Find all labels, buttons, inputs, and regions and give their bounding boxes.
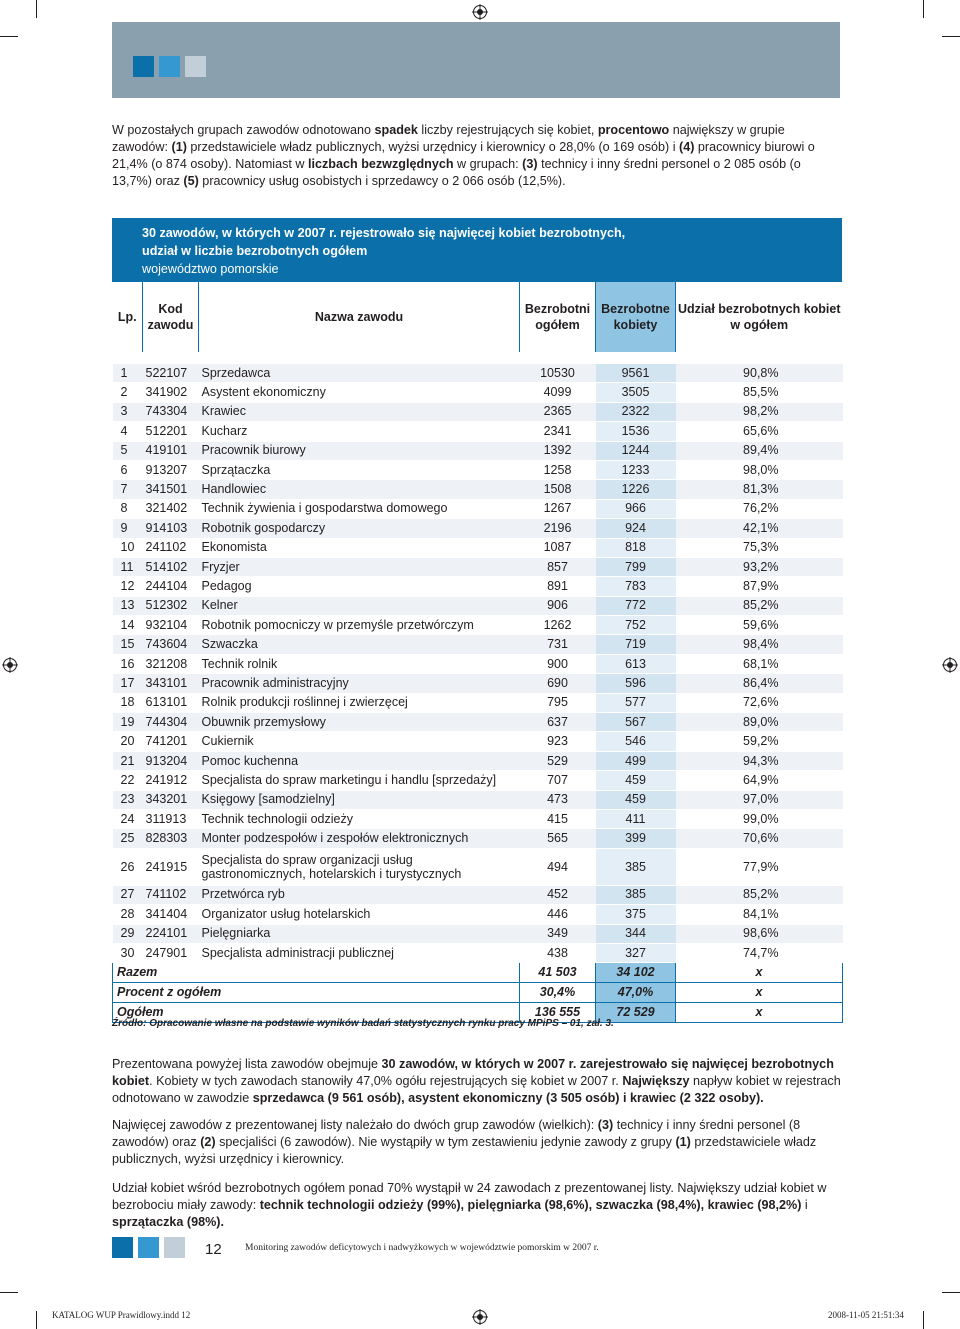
cell-kod: 743604 xyxy=(143,635,199,654)
summary-udzial: x xyxy=(676,983,843,1003)
text: największy w grupie zawodów: xyxy=(112,123,785,154)
cell-kod: 224101 xyxy=(143,924,199,943)
table-row xyxy=(113,635,843,654)
cell-ogolem: 10530 xyxy=(520,364,596,383)
table-row xyxy=(113,596,843,615)
crop-mark xyxy=(36,0,37,18)
table-row xyxy=(113,538,843,557)
cell-udzial: 42,1% xyxy=(676,519,843,538)
cell-lp: 27 xyxy=(113,885,143,904)
cell-kobiety: 459 xyxy=(596,790,676,809)
table-row xyxy=(113,422,843,441)
cell-nazwa: Rolnik produkcji roślinnej i zwierzęcej xyxy=(199,693,520,712)
table-header-row xyxy=(113,282,843,352)
cell-kod: 913207 xyxy=(143,460,199,479)
cell-lp: 23 xyxy=(113,790,143,809)
cell-lp: 1 xyxy=(113,364,143,383)
table-row xyxy=(113,499,843,518)
table-row xyxy=(113,616,843,635)
cell-lp: 28 xyxy=(113,905,143,924)
cell-kobiety: 577 xyxy=(596,693,676,712)
cell-ogolem: 415 xyxy=(520,809,596,828)
cell-udzial: 77,9% xyxy=(676,848,843,885)
cell-lp: 9 xyxy=(113,519,143,538)
cell-nazwa: Cukiernik xyxy=(199,732,520,751)
cell-kobiety: 399 xyxy=(596,829,676,848)
cell-kod: 744304 xyxy=(143,713,199,732)
cell-ogolem: 1087 xyxy=(520,538,596,557)
cell-lp: 2 xyxy=(113,383,143,402)
table-row xyxy=(113,905,843,924)
summary-row xyxy=(113,983,843,1003)
page-number: 12 xyxy=(205,1241,222,1258)
cell-lp: 10 xyxy=(113,538,143,557)
crop-mark xyxy=(0,36,18,37)
cell-lp: 19 xyxy=(113,713,143,732)
table-row xyxy=(113,809,843,828)
slug-date: 2008-11-05 21:51:34 xyxy=(828,1310,904,1320)
cell-lp: 15 xyxy=(113,635,143,654)
cell-kobiety: 2322 xyxy=(596,402,676,421)
cell-kod: 241915 xyxy=(143,848,199,885)
cell-nazwa: Kucharz xyxy=(199,422,520,441)
registration-mark-icon xyxy=(942,657,958,673)
cell-udzial: 87,9% xyxy=(676,577,843,596)
text: pracownicy biurowi o 21,4% (o 874 osoby). Natomiast w xyxy=(112,140,815,171)
decor-square xyxy=(133,56,154,77)
cell-kod: 514102 xyxy=(143,557,199,576)
cell-ogolem: 438 xyxy=(520,943,596,962)
cell-kod: 311913 xyxy=(143,809,199,828)
cell-ogolem: 1392 xyxy=(520,441,596,460)
cell-nazwa: Sprzątaczka xyxy=(199,460,520,479)
text-bold: procentowo xyxy=(597,123,670,137)
cell-ogolem: 707 xyxy=(520,771,596,790)
cell-kod: 341501 xyxy=(143,480,199,499)
cell-udzial: 97,0% xyxy=(676,790,843,809)
cell-kod: 828303 xyxy=(143,829,199,848)
crop-mark xyxy=(0,1292,18,1293)
cell-kobiety: 327 xyxy=(596,943,676,962)
table-row xyxy=(113,751,843,770)
table-row xyxy=(113,460,843,479)
text: W pozostałych grupach zawodów odnotowano xyxy=(112,123,375,137)
cell-kod: 241102 xyxy=(143,538,199,557)
cell-kobiety: 344 xyxy=(596,924,676,943)
cell-nazwa: Sprzedawca xyxy=(199,364,520,383)
cell-lp: 24 xyxy=(113,809,143,828)
cell-udzial: 98,6% xyxy=(676,924,843,943)
cell-udzial: 72,6% xyxy=(676,693,843,712)
text-bold: sprzątaczka (98%). xyxy=(112,1215,224,1229)
decor-square xyxy=(159,56,180,77)
cell-kobiety: 752 xyxy=(596,616,676,635)
occupations-table-section xyxy=(112,218,842,1023)
cell-lp: 29 xyxy=(113,924,143,943)
table-row xyxy=(113,790,843,809)
text-bold: (1) xyxy=(171,140,187,154)
cell-nazwa: Robotnik gospodarczy xyxy=(199,519,520,538)
cell-udzial: 84,1% xyxy=(676,905,843,924)
cell-lp: 20 xyxy=(113,732,143,751)
cell-kobiety: 499 xyxy=(596,751,676,770)
cell-kobiety: 596 xyxy=(596,674,676,693)
col-header-lp: Lp. xyxy=(113,282,143,352)
cell-ogolem: 1262 xyxy=(520,616,596,635)
text: Najwięcej zawodów z prezentowanej listy należało do dwóch grup zawodów (wielkich): xyxy=(112,1118,598,1132)
text: technicy i inny średni personel o 2 085 osób (o 13,7%) oraz xyxy=(112,157,801,188)
text-bold: (2) xyxy=(200,1135,216,1149)
cell-kobiety: 459 xyxy=(596,771,676,790)
cell-lp: 21 xyxy=(113,751,143,770)
cell-ogolem: 1258 xyxy=(520,460,596,479)
cell-udzial: 99,0% xyxy=(676,809,843,828)
cell-nazwa: Specjalista do spraw marketingu i handlu [sprzedaży] xyxy=(199,771,520,790)
footer-square xyxy=(138,1237,159,1258)
cell-udzial: 65,6% xyxy=(676,422,843,441)
cell-lp: 3 xyxy=(113,402,143,421)
table-row xyxy=(113,771,843,790)
cell-udzial: 90,8% xyxy=(676,364,843,383)
cell-kod: 241912 xyxy=(143,771,199,790)
cell-lp: 30 xyxy=(113,943,143,962)
crop-mark xyxy=(923,1311,924,1329)
decor-square xyxy=(185,56,206,77)
summary-udzial: x xyxy=(676,963,843,983)
cell-kod: 343201 xyxy=(143,790,199,809)
cell-ogolem: 452 xyxy=(520,885,596,904)
cell-ogolem: 923 xyxy=(520,732,596,751)
table-row xyxy=(113,829,843,848)
cell-nazwa: Przetwórca ryb xyxy=(199,885,520,904)
registration-mark-icon xyxy=(472,1309,488,1325)
cell-lp: 4 xyxy=(113,422,143,441)
cell-ogolem: 446 xyxy=(520,905,596,924)
cell-lp: 12 xyxy=(113,577,143,596)
table-row xyxy=(113,732,843,751)
cell-udzial: 86,4% xyxy=(676,674,843,693)
cell-nazwa: Pielęgniarka xyxy=(199,924,520,943)
table-row xyxy=(113,557,843,576)
summary-label: Razem xyxy=(113,963,520,983)
table-row xyxy=(113,713,843,732)
summary-kobiety: 72 529 xyxy=(596,1003,676,1023)
cell-ogolem: 2196 xyxy=(520,519,596,538)
crop-mark xyxy=(36,1311,37,1329)
header-bar xyxy=(112,22,840,98)
cell-kobiety: 818 xyxy=(596,538,676,557)
cell-kobiety: 1536 xyxy=(596,422,676,441)
text: pracownicy usług osobistych i sprzedawcy o 2 066 osób (12,5%). xyxy=(198,174,566,188)
cell-udzial: 59,2% xyxy=(676,732,843,751)
summary-row xyxy=(113,963,843,983)
cell-kobiety: 9561 xyxy=(596,364,676,383)
cell-kod: 512302 xyxy=(143,596,199,615)
summary-ogolem: 136 555 xyxy=(520,1003,596,1023)
cell-kod: 932104 xyxy=(143,616,199,635)
cell-nazwa: Robotnik pomocniczy w przemyśle przetwórczym xyxy=(199,616,520,635)
cell-lp: 26 xyxy=(113,848,143,885)
cell-kobiety: 385 xyxy=(596,848,676,885)
cell-kobiety: 385 xyxy=(596,885,676,904)
cell-kod: 244104 xyxy=(143,577,199,596)
cell-ogolem: 2365 xyxy=(520,402,596,421)
text-bold: (5) xyxy=(183,174,199,188)
cell-kobiety: 719 xyxy=(596,635,676,654)
cell-ogolem: 2341 xyxy=(520,422,596,441)
cell-nazwa: Handlowiec xyxy=(199,480,520,499)
cell-nazwa: Specjalista do spraw organizacji usług gastronomicznych, hotelarskich i turystycznych xyxy=(199,848,520,885)
cell-kobiety: 783 xyxy=(596,577,676,596)
cell-kod: 913204 xyxy=(143,751,199,770)
summary-kobiety: 34 102 xyxy=(596,963,676,983)
table-row xyxy=(113,480,843,499)
cell-kod: 341902 xyxy=(143,383,199,402)
table-row xyxy=(113,654,843,673)
table-row xyxy=(113,441,843,460)
cell-udzial: 74,7% xyxy=(676,943,843,962)
cell-kobiety: 613 xyxy=(596,654,676,673)
table-row xyxy=(113,924,843,943)
cell-nazwa: Kelner xyxy=(199,596,520,615)
table-row xyxy=(113,885,843,904)
col-header-udzial: Udział bezrobotnych kobiet w ogółem xyxy=(676,282,843,352)
cell-lp: 13 xyxy=(113,596,143,615)
table-row xyxy=(113,693,843,712)
cell-kod: 343101 xyxy=(143,674,199,693)
cell-ogolem: 494 xyxy=(520,848,596,885)
cell-nazwa: Monter podzespołów i zespołów elektronicznych xyxy=(199,829,520,848)
cell-lp: 16 xyxy=(113,654,143,673)
cell-ogolem: 731 xyxy=(520,635,596,654)
cell-ogolem: 565 xyxy=(520,829,596,848)
text-bold: (4) xyxy=(679,140,695,154)
cell-nazwa: Organizator usług hotelarskich xyxy=(199,905,520,924)
cell-kobiety: 1244 xyxy=(596,441,676,460)
cell-kobiety: 3505 xyxy=(596,383,676,402)
cell-ogolem: 1508 xyxy=(520,480,596,499)
text-bold: spadek xyxy=(374,123,418,137)
col-header-kobiety: Bezrobotne kobiety xyxy=(596,282,676,352)
cell-kobiety: 567 xyxy=(596,713,676,732)
text: przedstawiciele władz publicznych, wyżsi urzędnicy i kierownicy o 28,0% (o 169 osób) i xyxy=(186,140,679,154)
cell-ogolem: 637 xyxy=(520,713,596,732)
table-region: województwo pomorskie xyxy=(142,262,279,276)
crop-mark xyxy=(942,1292,960,1293)
text: napływ kobiet w rejestrach odnotowano w zawodzie xyxy=(112,1074,841,1105)
cell-nazwa: Obuwnik przemysłowy xyxy=(199,713,520,732)
text: w grupach: xyxy=(453,157,523,171)
cell-ogolem: 529 xyxy=(520,751,596,770)
table-body xyxy=(113,352,843,1023)
cell-nazwa: Technik rolnik xyxy=(199,654,520,673)
text: specjaliści (6 zawodów). Nie wystąpiły w tym zestawieniu jedynie zawody z grupy xyxy=(215,1135,676,1149)
summary-label: Procent z ogółem xyxy=(113,983,520,1003)
cell-ogolem: 891 xyxy=(520,577,596,596)
cell-nazwa: Technik technologii odzieży xyxy=(199,809,520,828)
footer-square xyxy=(112,1237,133,1258)
cell-kod: 419101 xyxy=(143,441,199,460)
text: liczby rejestrujących się kobiet, xyxy=(417,123,598,137)
registration-mark-icon xyxy=(472,4,488,20)
cell-kobiety: 772 xyxy=(596,596,676,615)
cell-lp: 7 xyxy=(113,480,143,499)
cell-udzial: 94,3% xyxy=(676,751,843,770)
cell-nazwa: Krawiec xyxy=(199,402,520,421)
footer-title: Monitoring zawodów deficytowych i nadwyżkowych w województwie pomorskim w 2007 r. xyxy=(245,1243,599,1253)
spacer-row xyxy=(113,352,843,364)
table-title-banner xyxy=(112,218,842,282)
slug-file: KATALOG WUP Prawidlowy.indd 12 xyxy=(52,1310,191,1320)
cell-kod: 321208 xyxy=(143,654,199,673)
crop-mark xyxy=(942,36,960,37)
text-bold: liczbach bezwzględnych xyxy=(308,157,454,171)
cell-udzial: 85,2% xyxy=(676,596,843,615)
cell-kod: 512201 xyxy=(143,422,199,441)
cell-nazwa: Pracownik biurowy xyxy=(199,441,520,460)
cell-nazwa: Ekonomista xyxy=(199,538,520,557)
cell-kod: 247901 xyxy=(143,943,199,962)
text-bold: (3) xyxy=(522,157,538,171)
cell-nazwa: Pracownik administracyjny xyxy=(199,674,520,693)
table-subtitle: udział w liczbie bezrobotnych ogółem xyxy=(142,244,368,258)
cell-ogolem: 473 xyxy=(520,790,596,809)
text: Udział kobiet wśród bezrobotnych ogółem ponad 70% wystąpił w 24 zawodach z prezentowanej listy. Największy udział kobiet w bezrobociu miały zawody: xyxy=(112,1181,827,1212)
summary-label: Ogółem xyxy=(113,1003,520,1023)
cell-udzial: 68,1% xyxy=(676,654,843,673)
cell-kobiety: 375 xyxy=(596,905,676,924)
cell-udzial: 98,4% xyxy=(676,635,843,654)
text: Prezentowana powyżej lista zawodów obejmuje xyxy=(112,1057,382,1071)
cell-kobiety: 799 xyxy=(596,557,676,576)
col-header-ogolem: Bezrobotni ogółem xyxy=(520,282,596,352)
cell-kobiety: 966 xyxy=(596,499,676,518)
cell-kod: 741201 xyxy=(143,732,199,751)
cell-nazwa: Technik żywienia i gospodarstwa domowego xyxy=(199,499,520,518)
cell-ogolem: 857 xyxy=(520,557,596,576)
cell-lp: 11 xyxy=(113,557,143,576)
cell-ogolem: 4099 xyxy=(520,383,596,402)
cell-udzial: 76,2% xyxy=(676,499,843,518)
cell-nazwa: Specjalista administracji publicznej xyxy=(199,943,520,962)
cell-lp: 14 xyxy=(113,616,143,635)
table-row xyxy=(113,383,843,402)
registration-mark-icon xyxy=(2,657,18,673)
cell-ogolem: 690 xyxy=(520,674,596,693)
text-bold: 30 zawodów, w których w 2007 r. zarejestrowało się najwięcej bezrobotnych kobiet xyxy=(112,1057,834,1088)
table-source: Źródło: Opracowanie własne na podstawie wyników badań statystycznych rynku pracy MPiPS – 01, zał. 3. xyxy=(112,1018,614,1029)
cell-udzial: 89,4% xyxy=(676,441,843,460)
cell-kod: 341404 xyxy=(143,905,199,924)
paragraph-share xyxy=(112,1180,842,1231)
crop-mark xyxy=(923,0,924,18)
text-bold: (1) xyxy=(675,1135,691,1149)
cell-lp: 5 xyxy=(113,441,143,460)
occupations-table xyxy=(112,282,843,1023)
col-header-nazwa: Nazwa zawodu xyxy=(199,282,520,352)
cell-ogolem: 349 xyxy=(520,924,596,943)
cell-ogolem: 795 xyxy=(520,693,596,712)
cell-kobiety: 411 xyxy=(596,809,676,828)
text: technicy i inny średni personel (8 zawodów) oraz xyxy=(112,1118,801,1149)
cell-udzial: 98,2% xyxy=(676,402,843,421)
text-bold: Największy xyxy=(622,1074,690,1088)
table-row xyxy=(113,577,843,596)
table-row xyxy=(113,674,843,693)
cell-kod: 321402 xyxy=(143,499,199,518)
cell-kobiety: 1233 xyxy=(596,460,676,479)
cell-kobiety: 546 xyxy=(596,732,676,751)
text: przedstawiciele władz publicznych, wyżsi urzędnicy i kierownicy. xyxy=(112,1135,817,1166)
paragraph-groups xyxy=(112,1117,842,1168)
col-header-kod: Kod zawodu xyxy=(143,282,199,352)
cell-kobiety: 1226 xyxy=(596,480,676,499)
cell-kod: 522107 xyxy=(143,364,199,383)
cell-kobiety: 924 xyxy=(596,519,676,538)
summary-kobiety: 47,0% xyxy=(596,983,676,1003)
cell-udzial: 85,5% xyxy=(676,383,843,402)
cell-udzial: 75,3% xyxy=(676,538,843,557)
cell-nazwa: Asystent ekonomiczny xyxy=(199,383,520,402)
cell-nazwa: Fryzjer xyxy=(199,557,520,576)
cell-udzial: 85,2% xyxy=(676,885,843,904)
cell-kod: 613101 xyxy=(143,693,199,712)
table-row xyxy=(113,402,843,421)
cell-lp: 8 xyxy=(113,499,143,518)
table-row xyxy=(113,364,843,383)
cell-udzial: 98,0% xyxy=(676,460,843,479)
cell-udzial: 89,0% xyxy=(676,713,843,732)
cell-lp: 6 xyxy=(113,460,143,479)
cell-kod: 743304 xyxy=(143,402,199,421)
text-bold: (3) xyxy=(597,1118,614,1132)
cell-udzial: 59,6% xyxy=(676,616,843,635)
cell-kod: 914103 xyxy=(143,519,199,538)
cell-udzial: 93,2% xyxy=(676,557,843,576)
summary-ogolem: 41 503 xyxy=(520,963,596,983)
footer-square xyxy=(164,1237,185,1258)
cell-nazwa: Pomoc kuchenna xyxy=(199,751,520,770)
table-title: 30 zawodów, w których w 2007 r. rejestrowało się najwięcej kobiet bezrobotnych, xyxy=(142,226,626,240)
text-bold: sprzedawca (9 561 osób), asystent ekonomiczny (3 505 osób) i krawiec (2 322 osoby). xyxy=(252,1091,764,1105)
cell-lp: 22 xyxy=(113,771,143,790)
cell-lp: 18 xyxy=(113,693,143,712)
paragraph-summary xyxy=(112,1056,842,1107)
cell-udzial: 70,6% xyxy=(676,829,843,848)
cell-ogolem: 906 xyxy=(520,596,596,615)
table-row xyxy=(113,943,843,962)
cell-ogolem: 1267 xyxy=(520,499,596,518)
text: . Kobiety w tych zawodach stanowiły 47,0% ogółu rejestrujących się kobiet w 2007 r. xyxy=(149,1074,623,1088)
cell-kod: 741102 xyxy=(143,885,199,904)
cell-ogolem: 900 xyxy=(520,654,596,673)
cell-udzial: 64,9% xyxy=(676,771,843,790)
cell-nazwa: Księgowy [samodzielny] xyxy=(199,790,520,809)
intro-paragraph xyxy=(112,122,842,190)
cell-lp: 25 xyxy=(113,829,143,848)
text: i xyxy=(801,1198,808,1212)
summary-ogolem: 30,4% xyxy=(520,983,596,1003)
cell-lp: 17 xyxy=(113,674,143,693)
summary-udzial: x xyxy=(676,1003,843,1023)
cell-nazwa: Pedagog xyxy=(199,577,520,596)
table-row xyxy=(113,848,843,885)
text-bold: technik technologii odzieży (99%), pielęgniarka (98,6%), szwaczka (98,4%), krawiec (98,2%) xyxy=(259,1198,802,1212)
cell-udzial: 81,3% xyxy=(676,480,843,499)
cell-nazwa: Szwaczka xyxy=(199,635,520,654)
table-row xyxy=(113,519,843,538)
